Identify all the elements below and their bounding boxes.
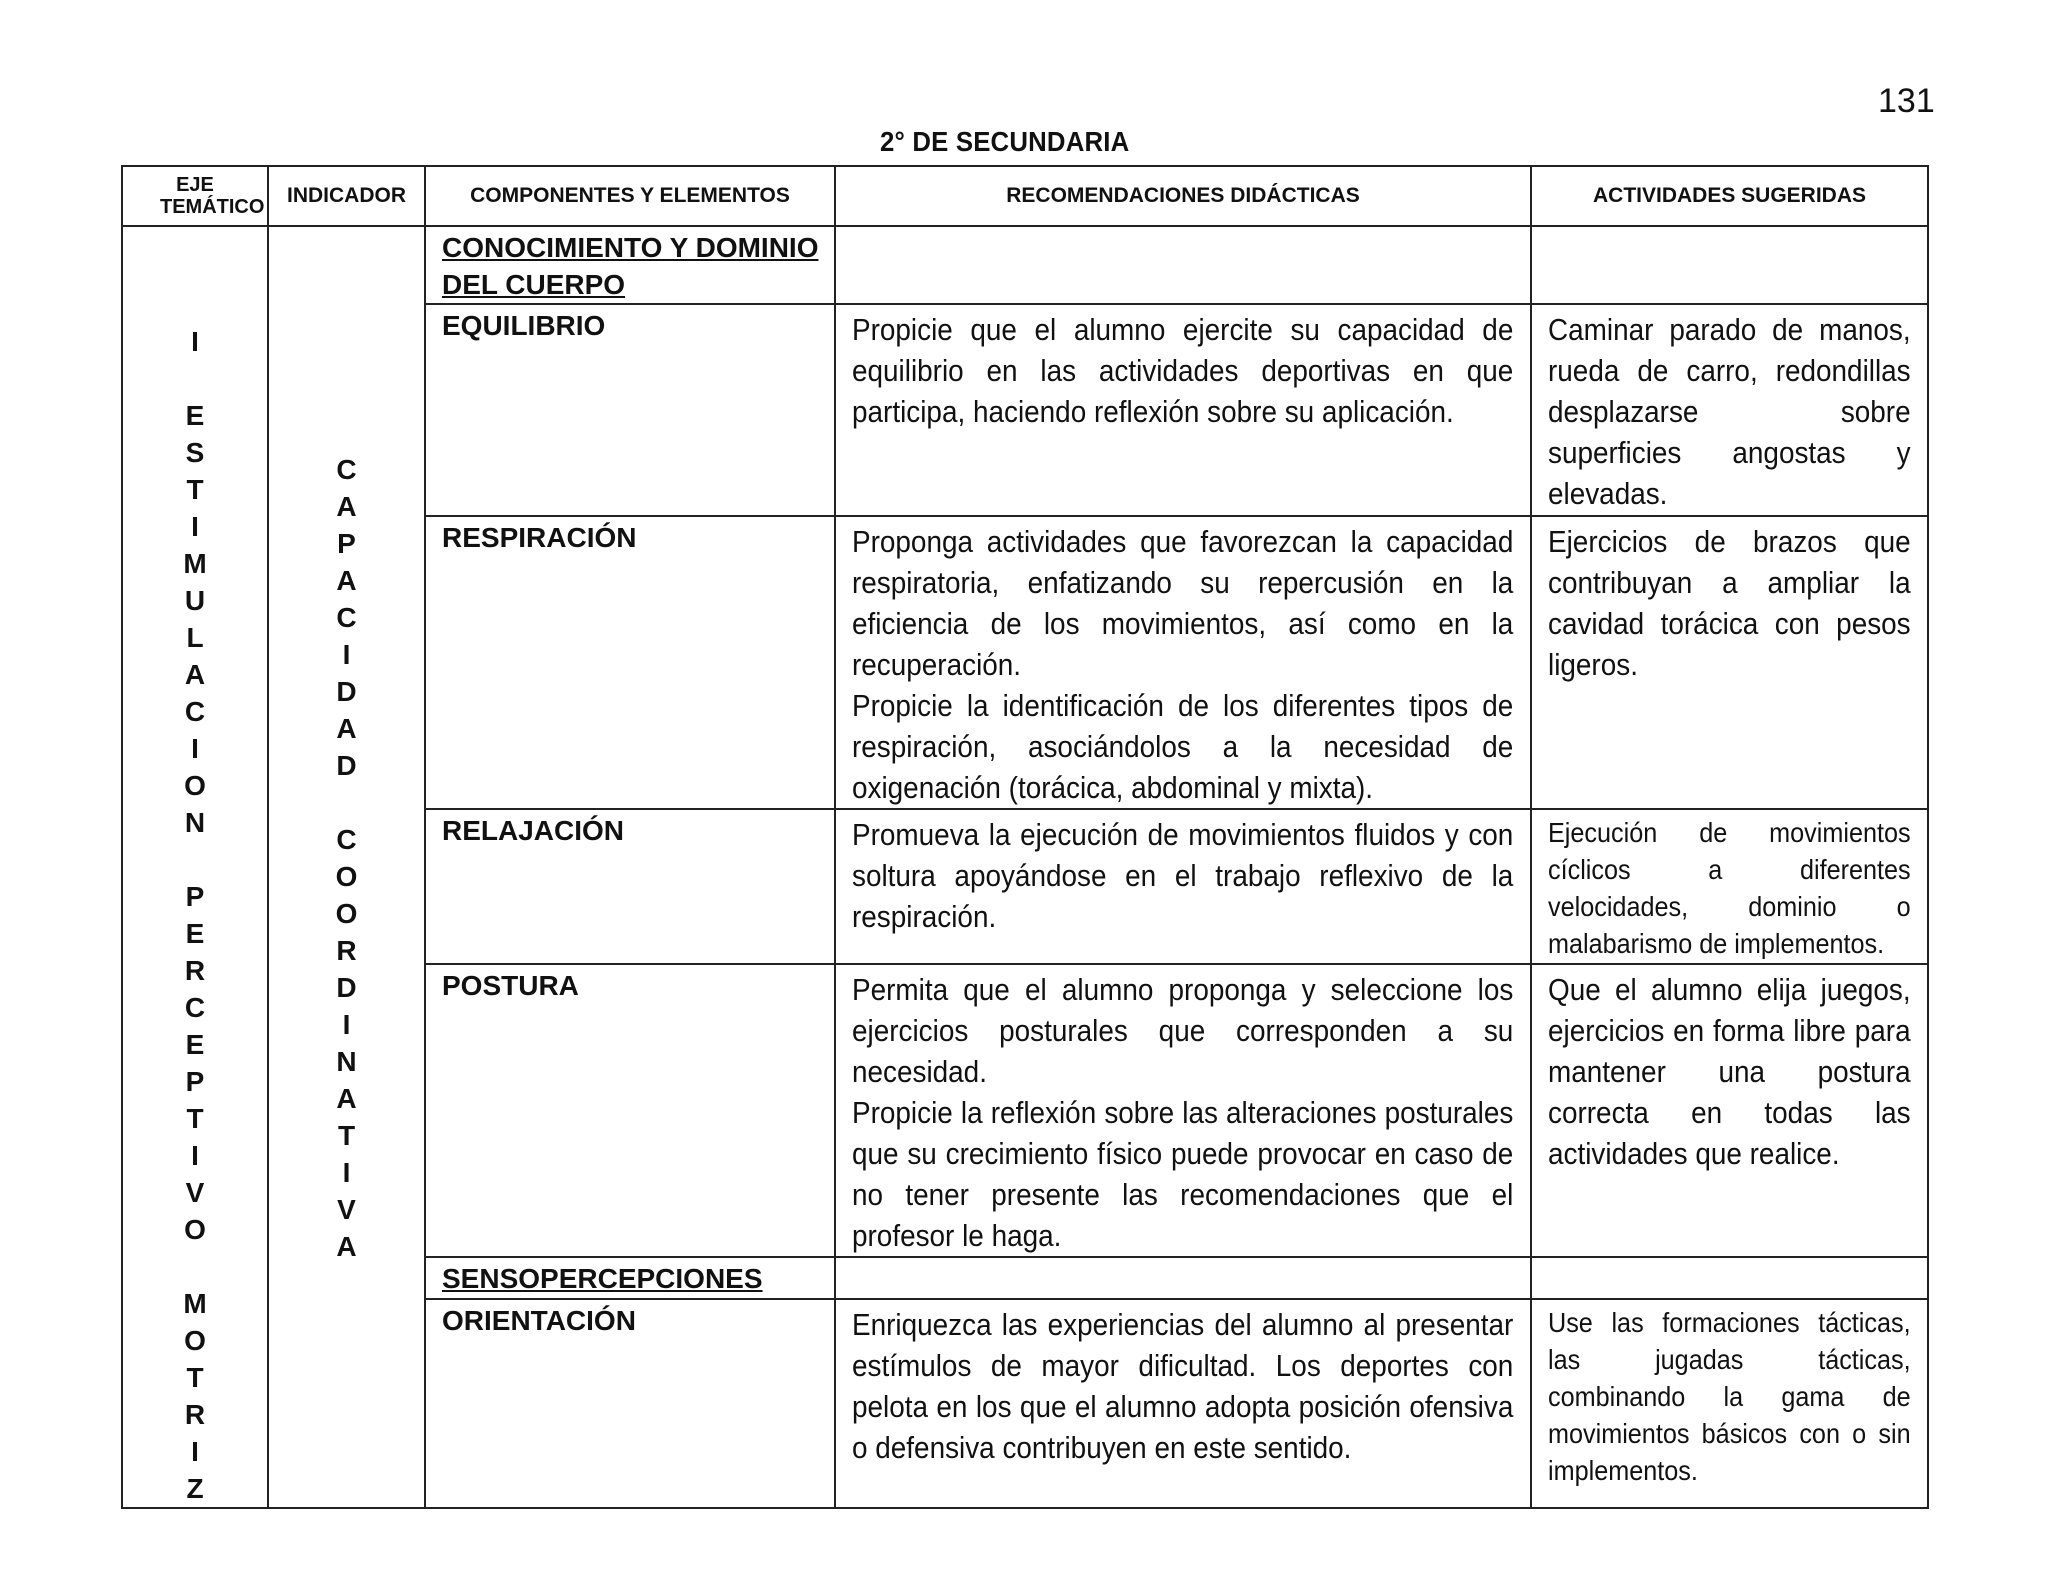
eje-tematico-text: I E S T I M U L A C I O N P E R C E P T I V O M O T R I Z	[183, 326, 207, 1504]
recommendation-cell	[835, 226, 1531, 304]
recommendation-cell	[835, 516, 1531, 810]
recommendation-text: Promueva la ejecución de movimientos fluidos y con soltura apoyándose en el trabajo reflexivo de la respiración.	[852, 817, 1514, 935]
recommendation-text-2: Propicie la identificación de los diferentes tipos de respiración, asociándolos a la necesidad de oxigenación (torácica, abdominal y mixta).	[852, 687, 1514, 805]
indicador-text: C A P A C I D A D C O O R D I N A T I V A	[335, 454, 358, 1262]
component-label: POSTURA	[442, 969, 579, 1001]
activity-text: Que el alumno elija juegos, ejercicios en forma libre para mantener una postura correcta en todas las actividades que realice.	[1548, 971, 1911, 1171]
activity-text: Ejecución de movimientos cíclicos a diferentes velocidades, dominio o malabarismo de implementos.	[1548, 817, 1911, 960]
component-cell	[425, 964, 835, 1258]
activity-cell	[1531, 809, 1928, 963]
activity-text: Caminar parado de manos, rueda de carro, redondillas desplazarse sobre superficies angostas y elevadas.	[1548, 312, 1911, 512]
component-cell	[425, 1299, 835, 1508]
header-recomendaciones: RECOMENDACIONES DIDÁCTICAS	[835, 166, 1531, 226]
header-actividades: ACTIVIDADES SUGERIDAS	[1531, 166, 1928, 226]
table-header-row	[122, 166, 1928, 226]
component-cell	[425, 1257, 835, 1299]
activity-cell	[1531, 964, 1928, 1258]
recommendation-text: Enriquezca las experiencias del alumno al presentar estímulos de mayor dificultad. Los deportes con pelota en los que el alumno adopta posición ofensiva o defensiva contribuyen en este sentido.	[852, 1307, 1514, 1466]
table-row	[122, 226, 1928, 304]
recommendation-cell	[835, 809, 1531, 963]
component-cell	[425, 226, 835, 304]
page-number: 131	[1878, 82, 1935, 120]
header-indicador: INDICADOR	[268, 166, 425, 226]
recommendation-cell	[835, 304, 1531, 515]
activity-text: Use las formaciones tácticas, las jugadas tácticas, combinando la gama de movimientos básicos con o sin implementos.	[1548, 1307, 1911, 1487]
recommendation-text-2: Propicie la reflexión sobre las alteraciones posturales que su crecimiento físico puede provocar en caso de no tener presente las recomendaciones que el profesor le haga.	[852, 1094, 1514, 1253]
component-cell	[425, 516, 835, 810]
recommendation-text: Proponga actividades que favorezcan la capacidad respiratoria, enfatizando su repercusión en la eficiencia de los movimientos, así como en la recuperación.	[852, 523, 1514, 682]
header-eje-tematico: EJE TEMÁTICO	[122, 166, 268, 226]
recommendation-cell	[835, 964, 1531, 1258]
activity-cell	[1531, 304, 1928, 515]
page-title: 2° DE SECUNDARIA	[880, 126, 1130, 157]
component-cell	[425, 809, 835, 963]
recommendation-text: Propicie que el alumno ejercite su capacidad de equilibrio en las actividades deportivas en que participa, haciendo reflexión sobre su aplicación.	[852, 312, 1514, 430]
eje-tematico-cell	[122, 226, 268, 1508]
recommendation-cell	[835, 1257, 1531, 1299]
recommendation-text: Permita que el alumno proponga y seleccione los ejercicios posturales que corresponden a su necesidad.	[852, 971, 1514, 1089]
activity-cell	[1531, 516, 1928, 810]
component-label: RESPIRACIÓN	[442, 521, 637, 553]
activity-cell	[1531, 1299, 1928, 1508]
component-label: SENSOPERCEPCIONES	[442, 1263, 763, 1295]
component-label: EQUILIBRIO	[442, 310, 606, 342]
component-label: ORIENTACIÓN	[442, 1305, 636, 1337]
component-label: RELAJACIÓN	[442, 815, 625, 847]
component-cell	[425, 304, 835, 515]
curriculum-table	[121, 165, 1929, 1509]
activity-text: Ejercicios de brazos que contribuyan a ampliar la cavidad torácica con pesos ligeros.	[1548, 523, 1911, 682]
header-componentes: COMPONENTES Y ELEMENTOS	[425, 166, 835, 226]
indicador-cell	[268, 226, 425, 1508]
recommendation-cell	[835, 1299, 1531, 1508]
activity-cell	[1531, 226, 1928, 304]
activity-cell	[1531, 1257, 1928, 1299]
component-label: CONOCIMIENTO Y DOMINIO DEL CUERPO	[442, 232, 819, 300]
